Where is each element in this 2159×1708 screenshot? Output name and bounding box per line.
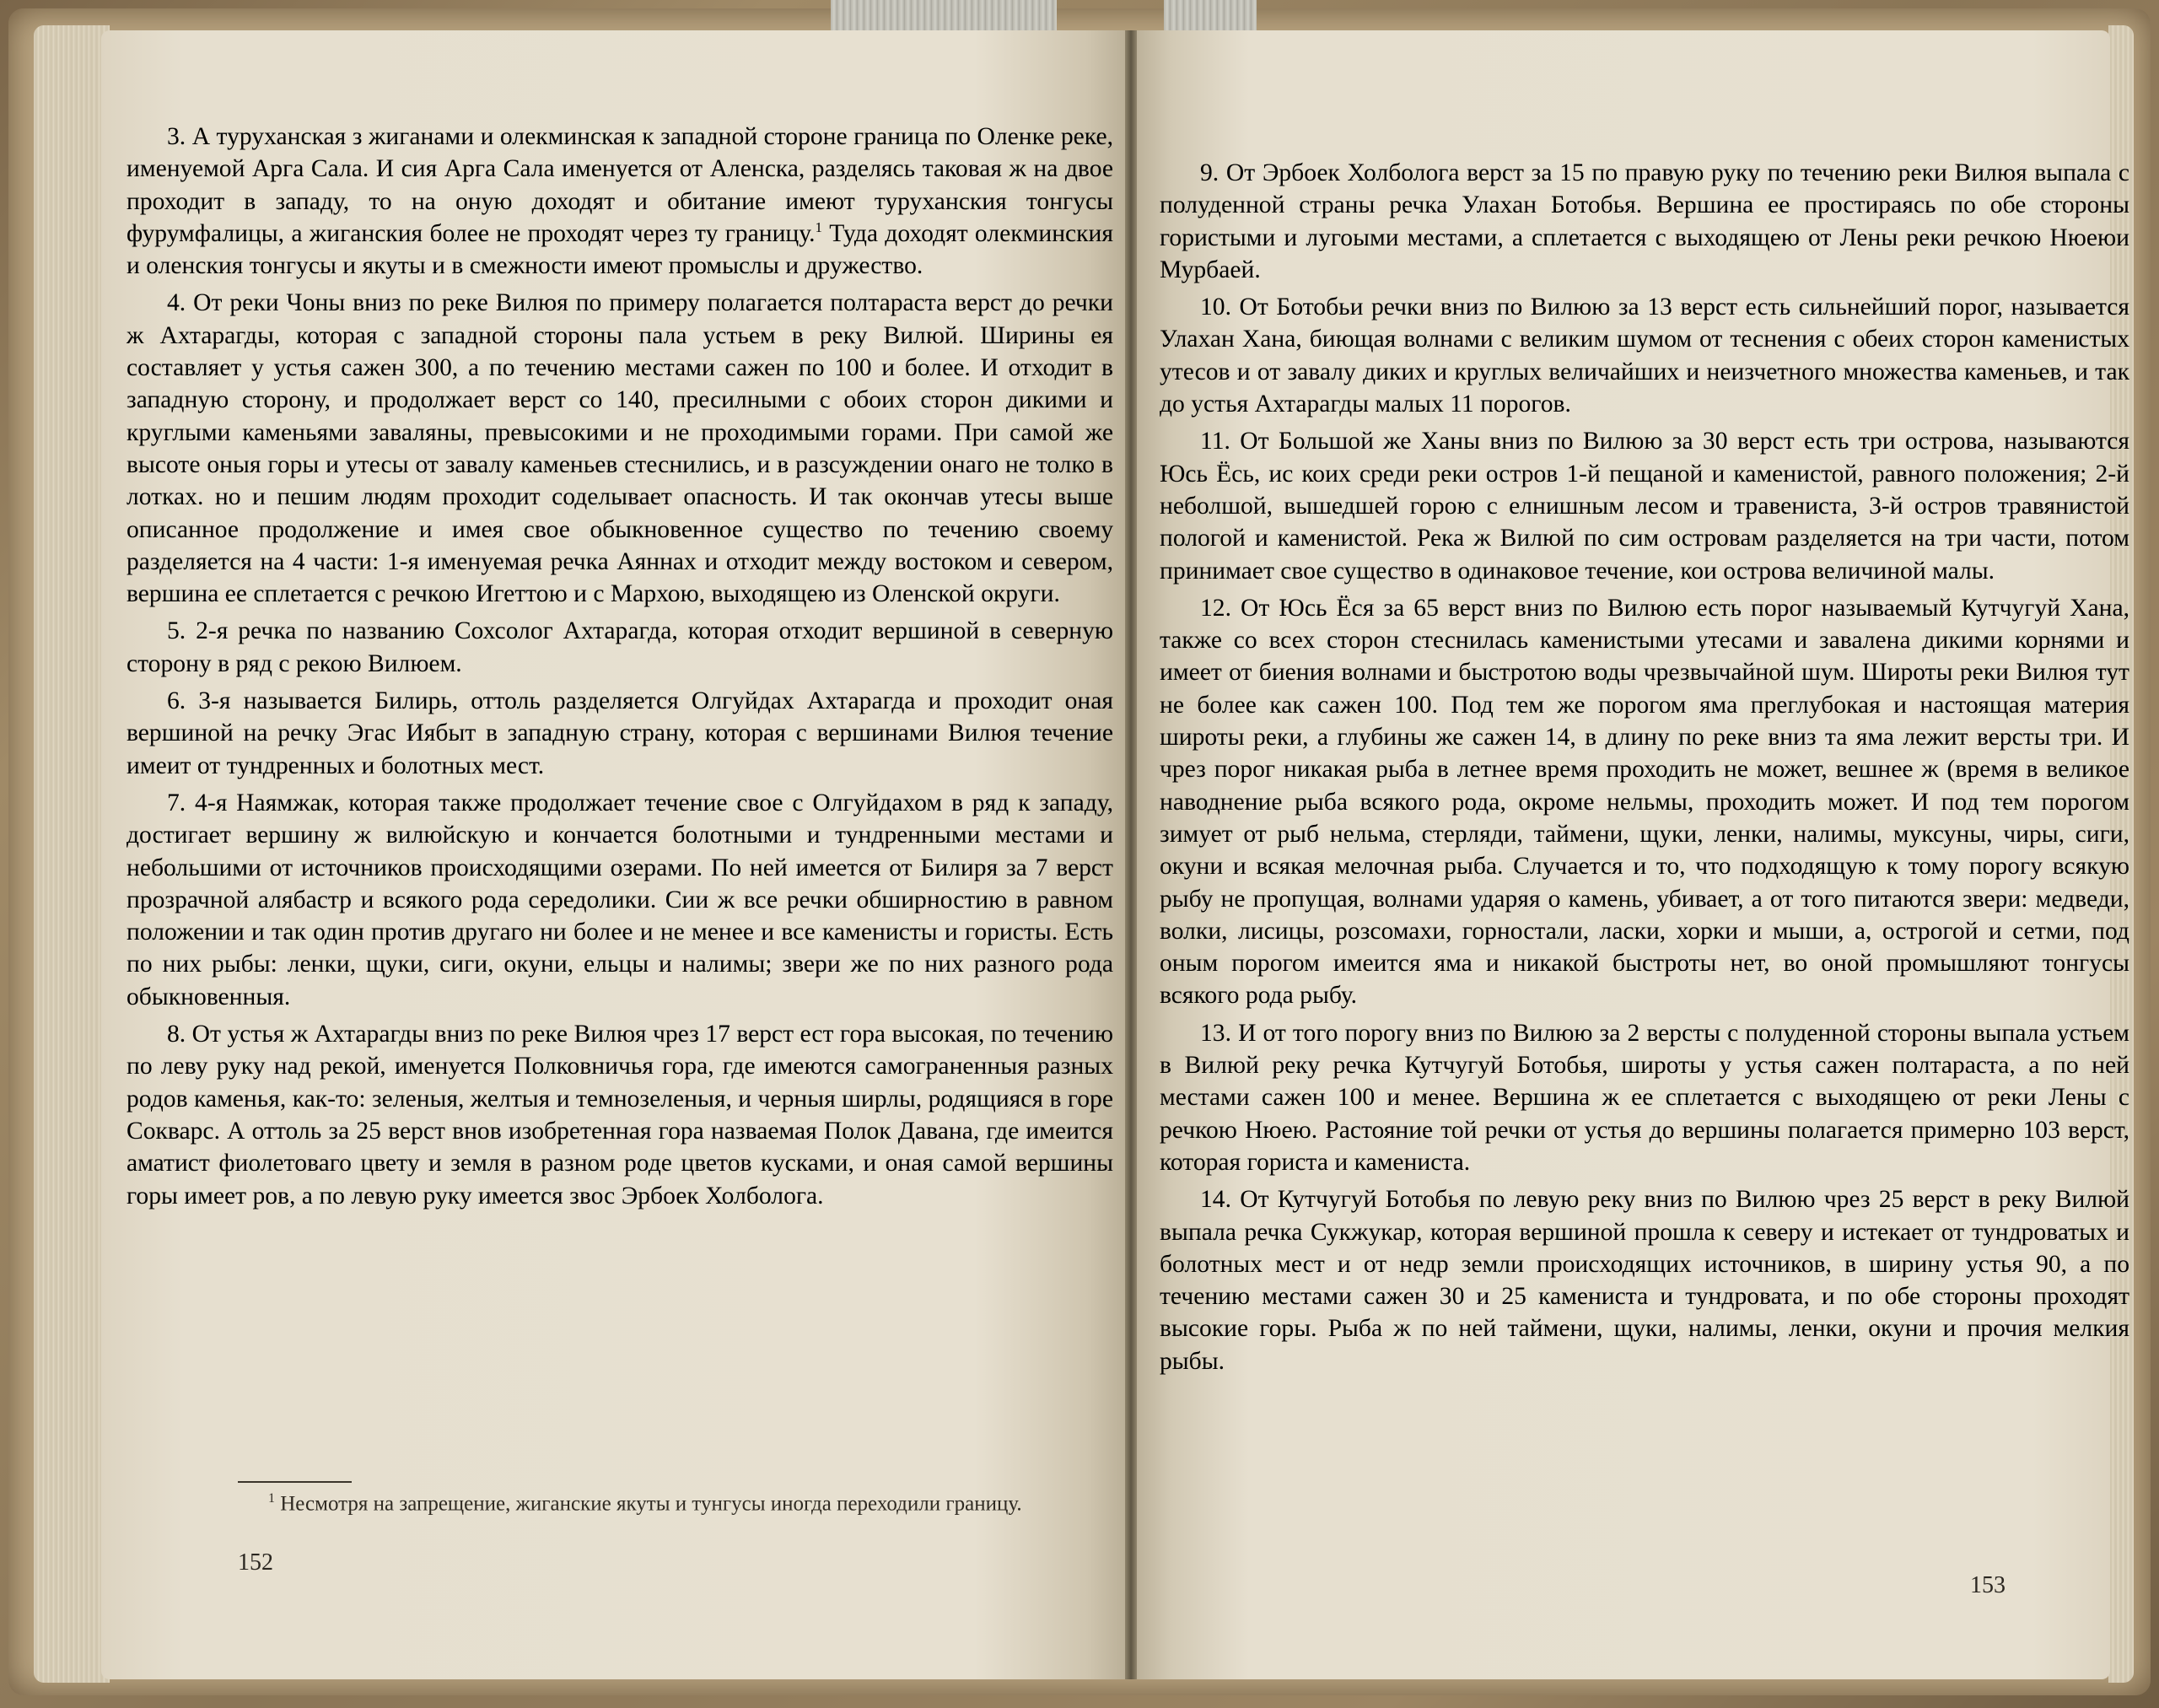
paragraph: [127, 685, 1113, 782]
paragraph: [1160, 157, 2129, 286]
page-number-right: 153: [1970, 1572, 2006, 1598]
paragraph: [1160, 291, 2129, 420]
paragraph: [1160, 1017, 2129, 1178]
paragraph-text: 7. 4-я Наямжак, которая также продолжает течение свое с Олгуйдахом в ряд к западу, достигает вершину ж вилюйскую и кончается болотными и тундренными местами и небольшими от источников происходящими озерами. По ней имеется от Билиря за 7 верст прозрачной алябастр и всякого рода середолики. Сии ж все речки обширностию в равном положении и так один против другаго ни более и не менее и все каменисты и гористы. Есть по них рыбы: ленки, щуки, сиги, окуни, ельцы и налимы; звери же по них разного рода обыкновенныя.: [127, 789, 1113, 1010]
paragraph-text: 8. От устья ж Ахтарагды вниз по реке Вилюя чрез 17 верст ест гора высокая, по течению по леву руку над рекой, именуется Полковничья гора, где имеются самограненныя разных родов каменья, как-то: зеленыя, желтыя и темнозеленыя, и черныя ширлы, родящияся в горе Сокварс. А оттоль за 25 верст внов изобретенная гора назваемая Полок Давана, где имеится аматист фиолетоваго цвету и земля в разном роде цветов кусками, и оная самой вершины горы имеет ров, а по левую руку имеется звос Эрбоек Холболога.: [127, 1021, 1113, 1210]
paragraph-text: 13. И от того порогу вниз по Вилюю за 2 версты с полуденной стороны выпала устьем в Вилюй реку речка Кутчугуй Ботобья, широты у устья сажен полтараста, а по ней местами сажен 100 и менее. Вершина ж ее сплетается с выходящею от реки Лены с речкою Нюею. Растояние той речки от устья до вершины полагается примерно 103 верст, которая гориста и камениста.: [1160, 1019, 2129, 1176]
footnote-reference: 1: [815, 219, 822, 236]
paragraph-text: 6. 3-я называется Билирь, оттоль разделяется Олгуйдах Ахтарагда и проходит оная вершиной на речку Эгас Иябыт в западную страну, которая с вершинами Вилюя течение имеит от тундренных и болотных мест.: [127, 687, 1113, 779]
paragraph: [1160, 425, 2129, 586]
page-stack-left: [34, 25, 110, 1683]
left-page-text: [127, 121, 1113, 1217]
paragraph-text: 9. От Эрбоек Холболога верст за 15 по правую руку по течению реки Вилюя выпала с полуденной страны речка Улахан Ботобья. Вершина ее простираясь по обе стороны гористыми и лугоыми местами, а сплетается с выходящею от Лены реки речкою Нюеюи Мурбаей.: [1160, 159, 2129, 283]
paragraph: [1160, 592, 2129, 1012]
footnote-mark: 1: [268, 1491, 275, 1506]
paragraph: [127, 1018, 1113, 1212]
paragraph-text: 11. От Большой же Ханы вниз по Вилюю за 30 верст есть три острова, называются Юсь Ёсь, ис коих среди реки остров 1-й пещаной и каменистой, равного положения; 2-й неболшой, вышедшей горою с елнишным лесом и травениста, 3-й остров травянистой пологой и каменистой. Река ж Вилюй по сим островам разделяется на три части, потом принимает свое существо в одинаковое течение, кои острова величиной малы.: [1160, 428, 2129, 585]
paragraph-text: 12. От Юсь Ёся за 65 верст вниз по Вилюю есть порог называемый Кутчугуй Хана, также со всех сторон стеснилась каменистыми утесами и завалена дикими корнями и имеет от биения волнами и быстротою воды чрезвычайной шум. Широты реки Вилюя тут не более как сажен 100. Под тем же порогом яма преглубокая и настоящая материя широты реки, а глубины же сажен 14, в длину по реке вниз та яма лежит версты три. И чрез порог никакая рыба в летнее время проходить не может, вешнее ж (время в великое наводнение рыба всякого рода, окроме нельмы, проходить может. И под тем порогом зимует от рыб нельма, стерляди, таймени, щуки, ленки, налимы, муксуны, чиры, сиги, окуни и всякая мелочная рыба. Случается и то, что подходящую к тому порогу всякую рыбу не пропущая, волнами ударяя о камень, убивает, а от того питаются звери: медведи, волки, лисицы, розсомахи, горностали, ласки, хорки и мыши, а, острогой и сетми, под оным порогом имеится яма и никакой быстроты нет, во оной промышляют тонгусы всякого рода рыбу.: [1160, 594, 2129, 1010]
paragraph-text: 4. От реки Чоны вниз по реке Вилюя по примеру полагается полтараста верст до речки ж Ахтарагды, которая с западной стороны пала устьем в реку Вилюй. Ширины ея составляет у устья сажен 300, а по течению местами сажен по 100 и более. И отходит в западную сторону, и продолжает верст со 140, пресилными с обоих сторон дикими и круглыми каменьями заваляны, превысокими и не проходимыми горами. При самой же высоте оныя горы и утесы от завалу каменьев стеснились, и в разсуждении онаго не толко в лотках. но и пешим людям проходит соделывает опасность. И так окончав утесы выше описанное продолжение и имея свое обыкновенное существо по течению своему разделяется на 4 части: 1-я именуемая речка Аяннах и отходит между востоком и севером, вершина ее сплетается с речкою Игеттою и с Мархою, выходящею из Оленской округи.: [127, 289, 1113, 608]
paragraph-text: 3. А туруханская з жиганами и олекминская к западной стороне граница по Оленке реке, именуемой Арга Сала. И сия Арга Сала именуется от Аленска, разделясь таковая ж на двое проходит в западу, то на оную доходят и обитание имеют туруханския тонгусы фурумфалицы, а жиганския более не проходят через ту границу.: [127, 123, 1113, 247]
paragraph-text: 5. 2-я речка по названию Сохсолог Ахтарагда, которая отходит вершиной в северную сторону в ряд с рекою Вилюем.: [127, 617, 1113, 677]
footnote-text: Несмотря на запрещение, жиганские якуты и тунгусы иногда переходили границу.: [280, 1492, 1022, 1516]
footnote: [238, 1484, 1115, 1517]
paragraph: [127, 615, 1113, 680]
paragraph-text: Туда доходят олекминския и оленския тонгусы и якуты и в смежности имеют промыслы и дружество.: [127, 219, 1113, 280]
page-number-left: 152: [238, 1549, 273, 1576]
paragraph: [127, 287, 1113, 610]
paragraph: [1160, 1183, 2129, 1377]
book-gutter: [1125, 30, 1137, 1679]
footnote-divider: [238, 1481, 352, 1483]
paragraph: [127, 787, 1113, 1013]
paragraph-text: 14. От Кутчугуй Ботобья по левую реку вниз по Вилюю чрез 25 верст в реку Вилюй выпала речка Сукжукар, которая вершиной прошла к северу и истекает от тундроватых и болотных мест и от недр земли происходящих источников, в ширину устья 90, а по течению местами сажен 30 и 25 камениста и тундровата, и по обе стороны проходят высокие горы. Рыба ж по ней таймени, щуки, налимы, ленки, окуни и прочия мелкия рыбы.: [1160, 1186, 2129, 1375]
paragraph: [127, 121, 1113, 282]
paragraph-text: 10. От Ботобьи речки вниз по Вилюю за 13 верст есть сильнейший порог, называется Улахан Хана, биющая волнами с великим шумом от теснения с обеих сторон каменистых утесов и от завалу диких и круглых величайших и неизчетного множества каменьев, и так до устья Ахтарагды малых 11 порогов.: [1160, 294, 2129, 418]
right-page-text: [1160, 157, 2129, 1382]
